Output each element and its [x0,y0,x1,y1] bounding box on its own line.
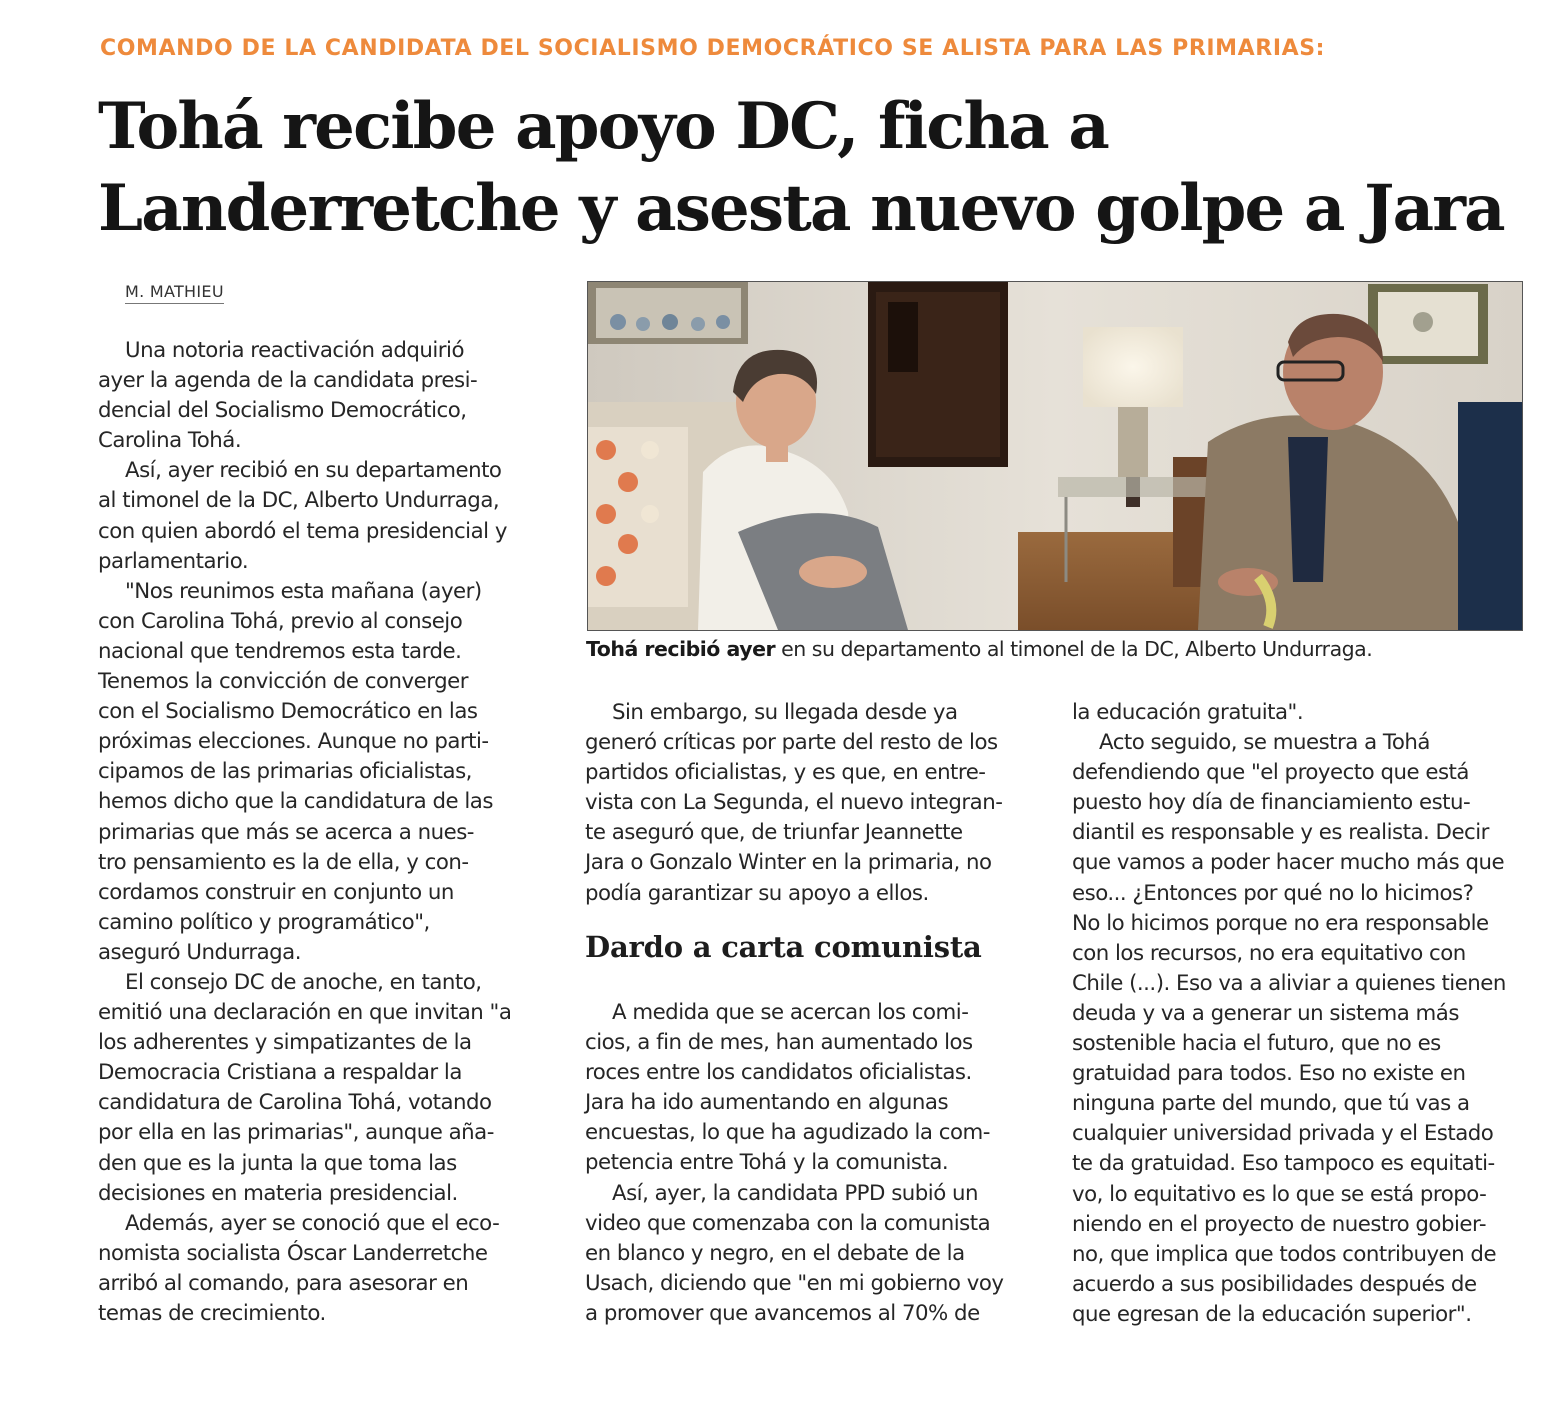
text-line: Usach, diciendo que "en mi gobierno voy [585,1270,1004,1296]
text-line: cios, a fin de mes, han aumentado los [585,1030,973,1056]
text-line: aseguró Undurraga. [98,939,301,965]
text-line: generó críticas por parte del resto de los [585,730,998,756]
text-line: Carolina Tohá. [98,428,242,454]
text-line: Democracia Cristiana a respaldar la [98,1060,462,1086]
text-line: ayer la agenda de la candidata presi- [98,368,478,394]
text-line: roces entre los candidatos oficialistas. [585,1060,972,1086]
article-column-2-continued [585,998,1045,1329]
text-line: no, que implica que todos contribuyen de [1072,1241,1497,1267]
byline: M. MATHIEU [125,282,224,304]
kicker: COMANDO DE LA CANDIDATA DEL SOCIALISMO DEMOCRÁTICO SE ALISTA PARA LAS PRIMARIAS: [100,36,1326,61]
text-line: defendiendo que "el proyecto que está [1072,760,1469,786]
text-line: primarias que más se acerca a nues- [98,819,474,845]
article-photo [587,281,1523,631]
text-line: El consejo DC de anoche, en tanto, [125,969,482,995]
text-line: nacional que tendremos esta tarde. [98,638,462,664]
text-line: tro pensamiento es la de ella, y con- [98,849,469,875]
text-line: Sin embargo, su llegada desde ya [612,700,958,725]
text-line: que vamos a poder hacer mucho más que [1072,850,1505,876]
photo-caption [586,637,1372,661]
text-line: con quien abordó el tema presidencial y [98,518,507,544]
text-line: a promover que avancemos al 70% de [585,1300,980,1326]
article-column-2 [585,698,1045,909]
text-line: A medida que se acercan los comi- [612,1000,969,1025]
text-line: diantil es responsable y es realista. Decir [1072,820,1489,846]
text-line: encuestas, lo que ha agudizado la com- [585,1120,990,1146]
text-line: cipamos de las primarias oficialistas, [98,759,472,785]
text-line: la educación gratuita". [1072,700,1304,725]
text-line: vo, lo equitativo es lo que se está propo- [1072,1181,1487,1207]
caption-text: en su departamento al timonel de la DC, Alberto Undurraga. [781,637,1373,661]
text-line: Acto seguido, se muestra a Tohá [1099,730,1430,756]
text-line: "Nos reunimos esta mañana (ayer) [125,578,482,604]
text-line: con Carolina Tohá, previo al consejo [98,608,463,634]
text-line: gratuidad para todos. Eso no existe en [1072,1061,1466,1087]
text-line: Además, ayer se conoció que el eco- [125,1210,500,1236]
text-line: eso... ¿Entonces por qué no lo hicimos? [1072,880,1474,906]
text-line: en blanco y negro, en el debate de la [585,1240,965,1266]
text-line: petencia entre Tohá y la comunista. [585,1150,949,1176]
text-line: parlamentario. [98,548,249,574]
text-line: decisiones en materia presidencial. [98,1180,458,1206]
headline-line-2: Landerretche y asesta nuevo golpe a Jara [98,171,1504,246]
text-line: camino político y programático", [98,909,430,935]
text-line: por ella en las primarias", aunque aña- [98,1120,494,1146]
text-line: temas de crecimiento. [98,1301,326,1326]
text-line: ninguna parte del mundo, que tú vas a [1072,1091,1470,1117]
text-line: que egresan de la educación superior". [1072,1301,1472,1327]
text-line: Tenemos la convicción de converger [98,669,468,695]
text-line: próximas elecciones. Aunque no parti- [98,729,489,755]
headline-line-1: Tohá recibe apoyo DC, ficha a [98,89,1109,164]
text-line: hemos dicho que la candidatura de las [98,789,493,815]
text-line: deuda y va a generar un sistema más [1072,1000,1459,1026]
article-column-3 [1072,698,1532,1330]
text-line: Así, ayer recibió en su departamento [125,458,502,484]
text-line: Jara ha ido aumentando en algunas [585,1090,949,1116]
text-line: den que es la junta la que toma las [98,1150,457,1176]
text-line: te aseguró que, de triunfar Jeannette [585,820,963,846]
text-line: Así, ayer, la candidata PPD subió un [612,1180,979,1206]
text-line: Una notoria reactivación adquirió [125,338,465,363]
caption-lead: Tohá recibió ayer [586,637,776,661]
text-line: candidatura de Carolina Tohá, votando [98,1090,492,1116]
text-line: con el Socialismo Democrático en las [98,699,478,725]
text-line: acuerdo a sus posibilidades después de [1072,1271,1477,1297]
text-line: con los recursos, no era equitativo con [1072,940,1466,966]
subheading: Dardo a carta comunista [585,930,982,964]
text-line: dencial del Socialismo Democrático, [98,398,467,424]
text-line: sostenible hacia el futuro, que no es [1072,1031,1441,1057]
text-line: partidos oficialistas, y es que, en entre- [585,760,986,786]
text-line: Jara o Gonzalo Winter en la primaria, no [585,850,992,876]
text-line: cualquier universidad privada y el Estado [1072,1121,1494,1147]
text-line: cordamos construir en conjunto un [98,879,454,905]
text-line: podía garantizar su apoyo a ellos. [585,880,929,906]
text-line: arribó al comando, para asesorar en [98,1270,469,1296]
text-line: los adherentes y simpatizantes de la [98,1030,472,1056]
text-line: No lo hicimos porque no era responsable [1072,910,1489,936]
text-line: emitió una declaración en que invitan "a [98,1000,512,1026]
article-column-1 [98,336,558,1329]
text-line: video que comenzaba con la comunista [585,1210,991,1236]
text-line: te da gratuidad. Eso tampoco es equitati- [1072,1151,1495,1177]
text-line: al timonel de la DC, Alberto Undurraga, [98,488,500,514]
headline [98,86,1504,250]
text-line: puesto hoy día de financiamiento estu- [1072,790,1471,816]
text-line: vista con La Segunda, el nuevo integran- [585,790,1003,816]
text-line: nomista socialista Óscar Landerretche [98,1240,488,1266]
text-line: Chile (...). Eso va a aliviar a quienes tienen [1072,970,1506,996]
text-line: niendo en el proyecto de nuestro gobier- [1072,1211,1487,1237]
